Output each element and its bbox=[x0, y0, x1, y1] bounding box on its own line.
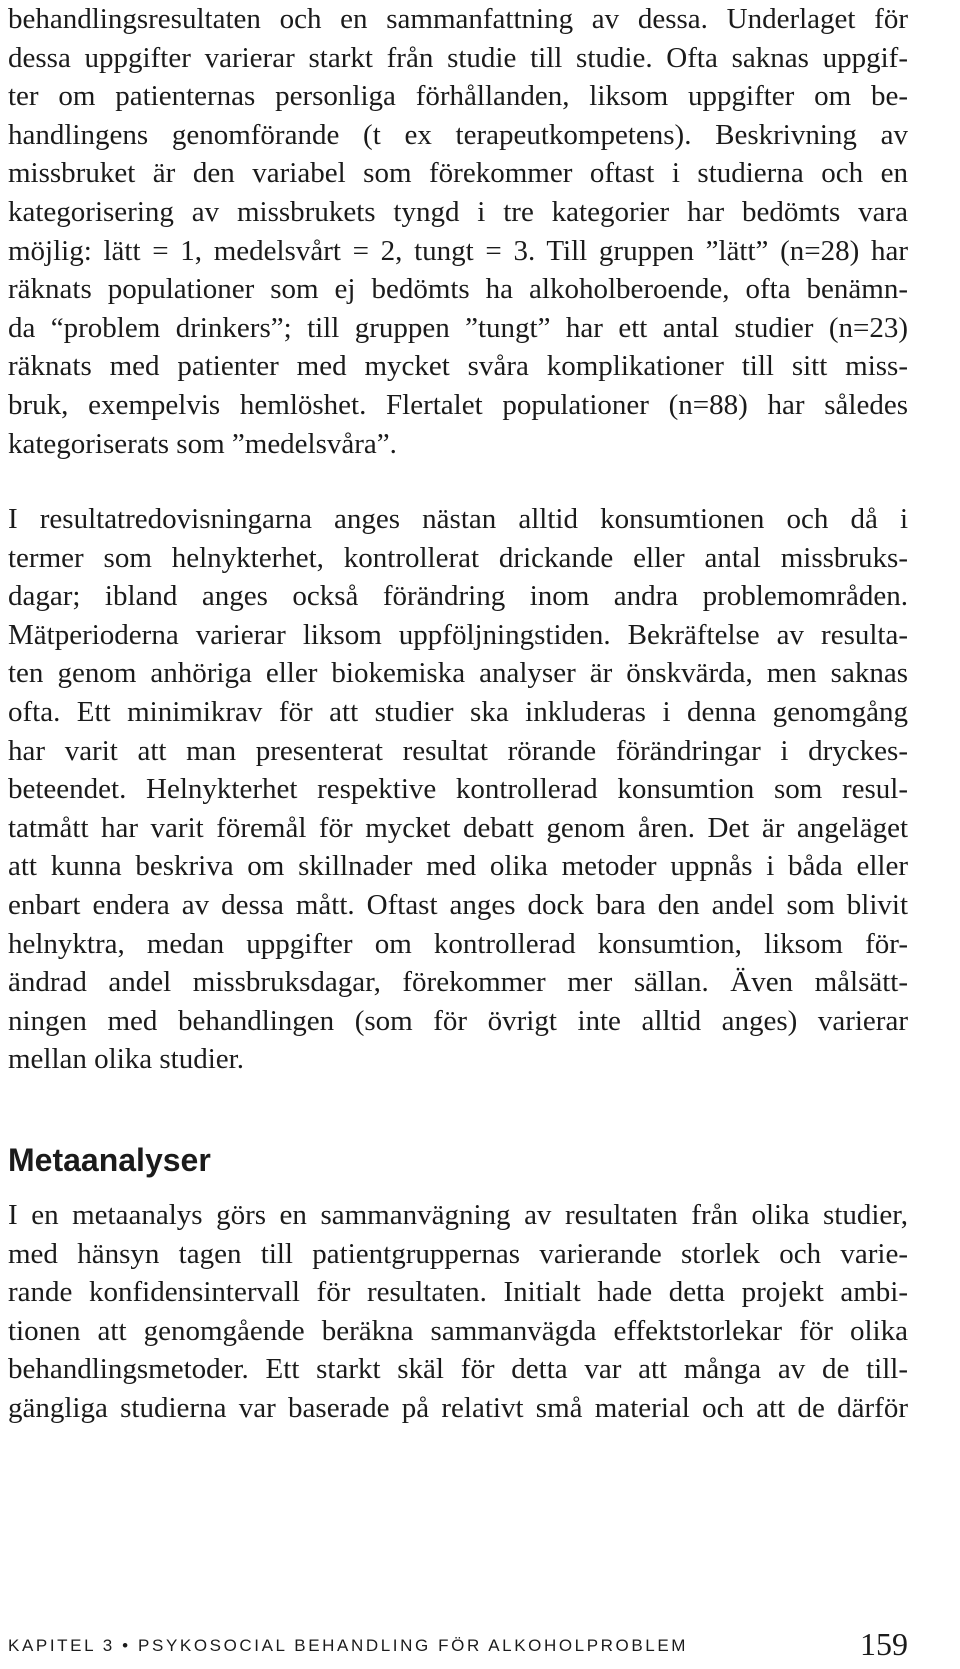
text-line: enbart endera av dessa mått. Oftast anges dock bara den andel som blivit bbox=[8, 888, 908, 921]
text-line: ten genom anhöriga eller biokemiska analyser är önskvärda, men saknas bbox=[8, 657, 908, 690]
text-line: kategoriserats som ”medelsvåra”. bbox=[8, 427, 397, 460]
text-line: dagar; ibland anges också förändring inom andra problemområden. bbox=[8, 580, 908, 613]
text-line: handlingens genomförande (t ex terapeutkompetens). Beskrivning av bbox=[8, 118, 908, 151]
section-heading: Metaanalyser bbox=[8, 1142, 211, 1178]
text-line: behandlingsresultaten och en sammanfattning av dessa. Underlaget för bbox=[8, 3, 908, 35]
text-line: ofta. Ett minimikrav för att studier ska inkluderas i denna genomgång bbox=[8, 695, 908, 728]
text-line: tatmått har varit föremål för mycket debatt genom åren. Det är angeläget bbox=[8, 811, 908, 844]
page-number: 159 bbox=[860, 1626, 908, 1662]
text-line: med hänsyn tagen till patientgruppernas varierande storlek och varie- bbox=[8, 1237, 908, 1270]
text-line: tionen att genomgående beräkna sammanvägda effektstorlekar för olika bbox=[8, 1314, 908, 1347]
text-line: beteendet. Helnykterhet respektive kontrollerad konsumtion som resul- bbox=[8, 773, 908, 806]
text-line: Mätperioderna varierar liksom uppföljningstiden. Bekräftelse av resulta- bbox=[8, 618, 908, 651]
text-line: gängliga studierna var baserade på relativt små material och att de därför bbox=[8, 1391, 908, 1424]
text-line: helnyktra, medan uppgifter om kontrollerad konsumtion, liksom för- bbox=[8, 927, 908, 960]
text-line: räknats med patienter med mycket svåra komplikationer till sitt miss- bbox=[8, 350, 908, 383]
text-line: att kunna beskriva om skillnader med olika metoder uppnås i båda eller bbox=[8, 850, 908, 883]
text-line: kategorisering av missbrukets tyngd i tre kategorier har bedömts vara bbox=[8, 195, 908, 228]
paragraph-metaanalys bbox=[8, 1196, 908, 1428]
text-line: missbruket är den variabel som förekommer oftast i studierna och en bbox=[8, 157, 908, 190]
text-line: rande konfidensintervall för resultaten. Initialt hade detta projekt ambi- bbox=[8, 1276, 908, 1309]
text-line: möjlig: lätt = 1, medelsvårt = 2, tungt = 3. Till gruppen ”lätt” (n=28) har bbox=[8, 234, 908, 267]
text-line: ningen med behandlingen (som för övrigt inte alltid anges) varierar bbox=[8, 1004, 908, 1037]
text-line: behandlingsmetoder. Ett starkt skäl för detta var att många av de till- bbox=[8, 1353, 908, 1386]
text-line: räknats populationer som ej bedömts ha alkoholberoende, ofta benämn- bbox=[8, 273, 908, 306]
text-line: I resultatredovisningarna anges nästan alltid konsumtionen och då i bbox=[8, 503, 908, 535]
text-line: bruk, exempelvis hemlöshet. Flertalet populationer (n=88) har således bbox=[8, 388, 908, 421]
text-line: da “problem drinkers”; till gruppen ”tungt” har ett antal studier (n=23) bbox=[8, 311, 908, 344]
running-title: KAPITEL 3 • PSYKOSOCIAL BEHANDLING FÖR ALKOHOLPROBLEM bbox=[8, 1636, 689, 1655]
page-footer bbox=[8, 1626, 908, 1666]
text-line: ändrad andel missbruksdagar, förekommer mer sällan. Även målsätt- bbox=[8, 966, 908, 999]
text-line: mellan olika studier. bbox=[8, 1043, 244, 1076]
text-line: har varit att man presenterat resultat rörande förändringar i dryckes- bbox=[8, 734, 908, 767]
text-line: termer som helnykterhet, kontrollerat drickande eller antal missbruks- bbox=[8, 541, 908, 574]
paragraph-resultatredovisning bbox=[8, 500, 908, 1079]
paragraph-missbruk bbox=[8, 0, 908, 463]
text-line: dessa uppgifter varierar starkt från studie till studie. Ofta saknas uppgif- bbox=[8, 41, 908, 74]
text-line: I en metaanalys görs en sammanvägning av resultaten från olika studier, bbox=[8, 1199, 908, 1231]
text-line: ter om patienternas personliga förhållanden, liksom uppgifter om be- bbox=[8, 80, 908, 113]
